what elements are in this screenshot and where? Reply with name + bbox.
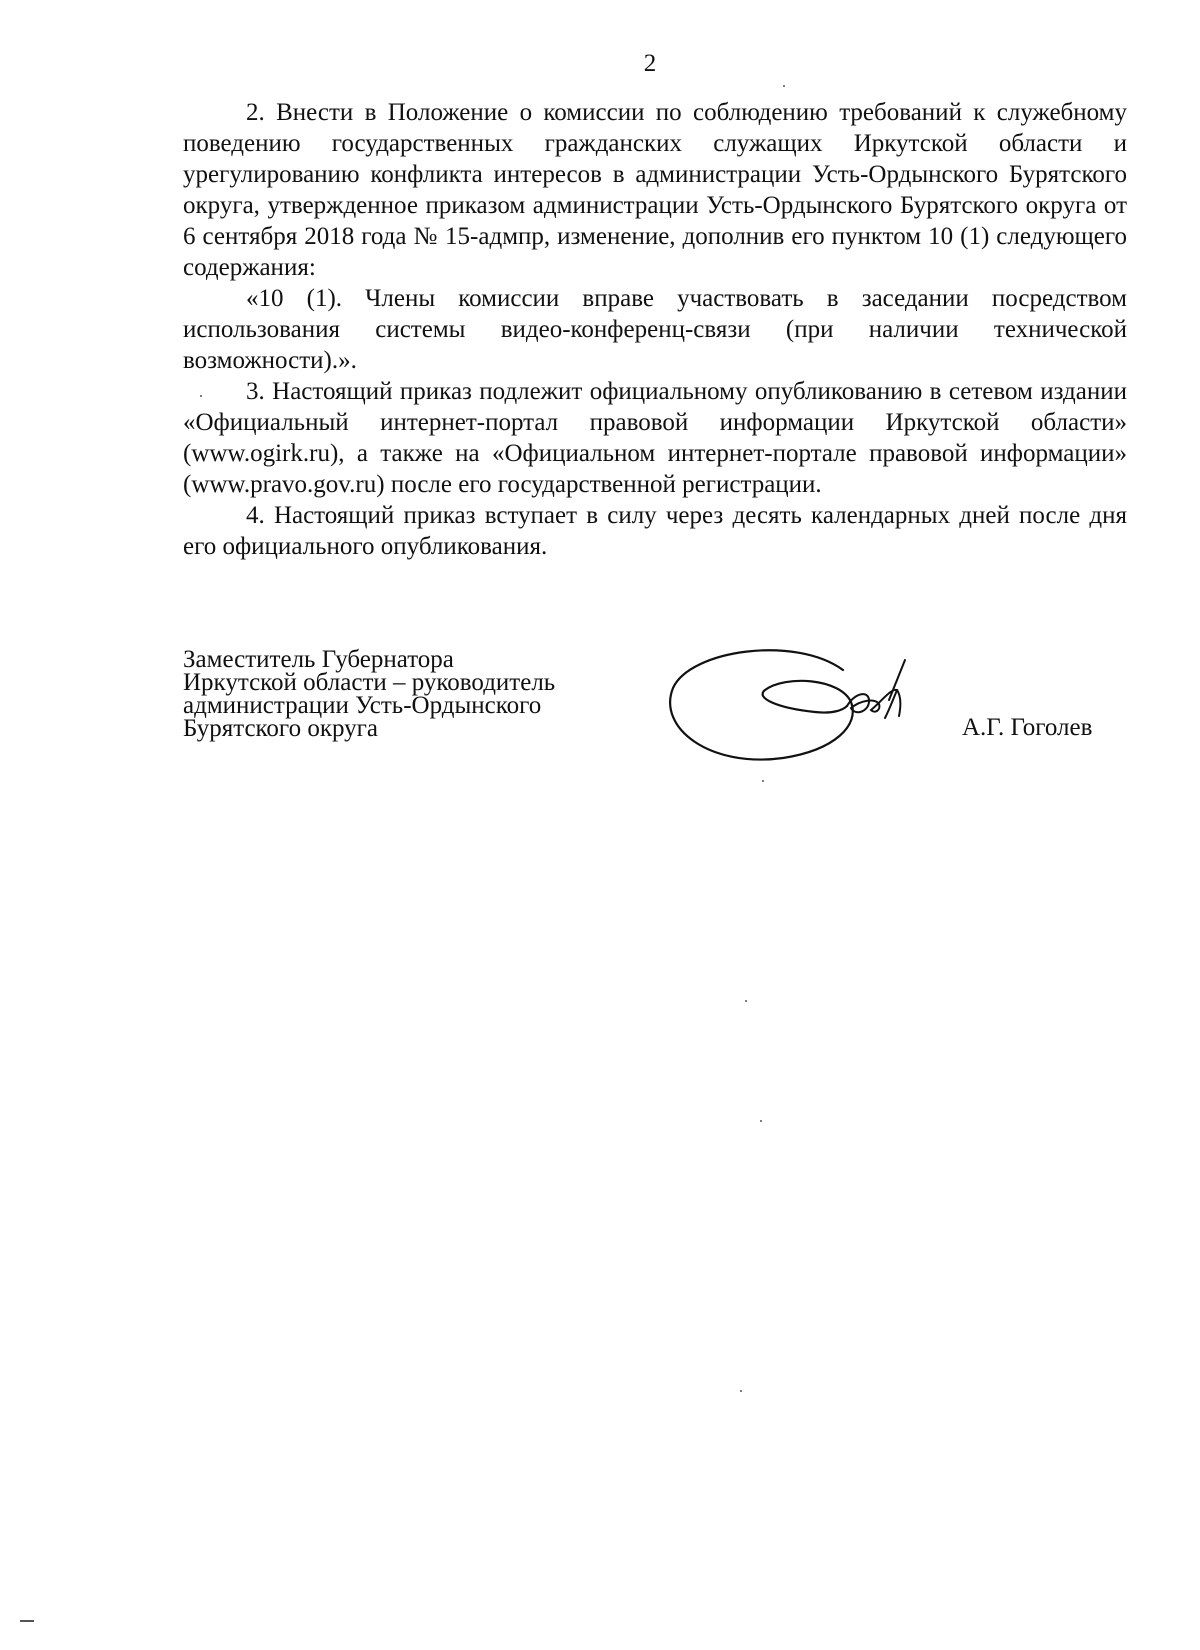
paragraph-amendment: 2. Внести в Положение о комиссии по соблюдению требований к служебному поведению государственных гражданских служащих Иркутской области и урегулированию конфликта интересов в администрации Усть-Ордынского Бурятского округа, утвержденное приказом администрации Усть-Ордынского Бурятского округа от 6 сентября 2018 года № 15-адмпр, изменение, дополнив его пунктом 10 (1) следующего содержания: [183,99,1127,281]
scan-speck [200,395,202,397]
position-line: Бурятского округа [183,715,378,742]
signer-name: А.Г. Гоголев [962,714,1093,741]
scan-speck [20,1620,34,1622]
scan-speck [783,85,785,87]
position-line: администрации Усть-Ордынского [183,692,542,719]
scan-speck [762,780,764,782]
document-body [183,97,1127,562]
paragraph-entry-into-force: 4. Настоящий приказ вступает в силу через десять календарных дней после дня его официального опубликования. [183,502,1127,560]
paragraph-amendment-text: «10 (1). Члены комиссии вправе участвовать в заседании посредством использования системы видео-конференц-связи (при наличии технической возможности).». [183,285,1127,374]
scan-speck [745,1000,747,1002]
position-line: Заместитель Губернатора [183,646,454,673]
signatory-position [183,648,653,740]
handwritten-signature [665,640,965,790]
paragraph-publication: 3. Настоящий приказ подлежит официальному опубликованию в сетевом издании «Официальный интернет-портал правовой информации Иркутской области» (www.ogirk.ru), а также на «Официальном интернет-портале правовой информации» (www.pravo.gov.ru) после его государственной регистрации. [183,378,1127,498]
page-number: 2 [643,50,657,77]
scan-speck [760,1120,762,1122]
scan-speck [740,1390,742,1392]
position-line: Иркутской области – руководитель [183,669,556,696]
